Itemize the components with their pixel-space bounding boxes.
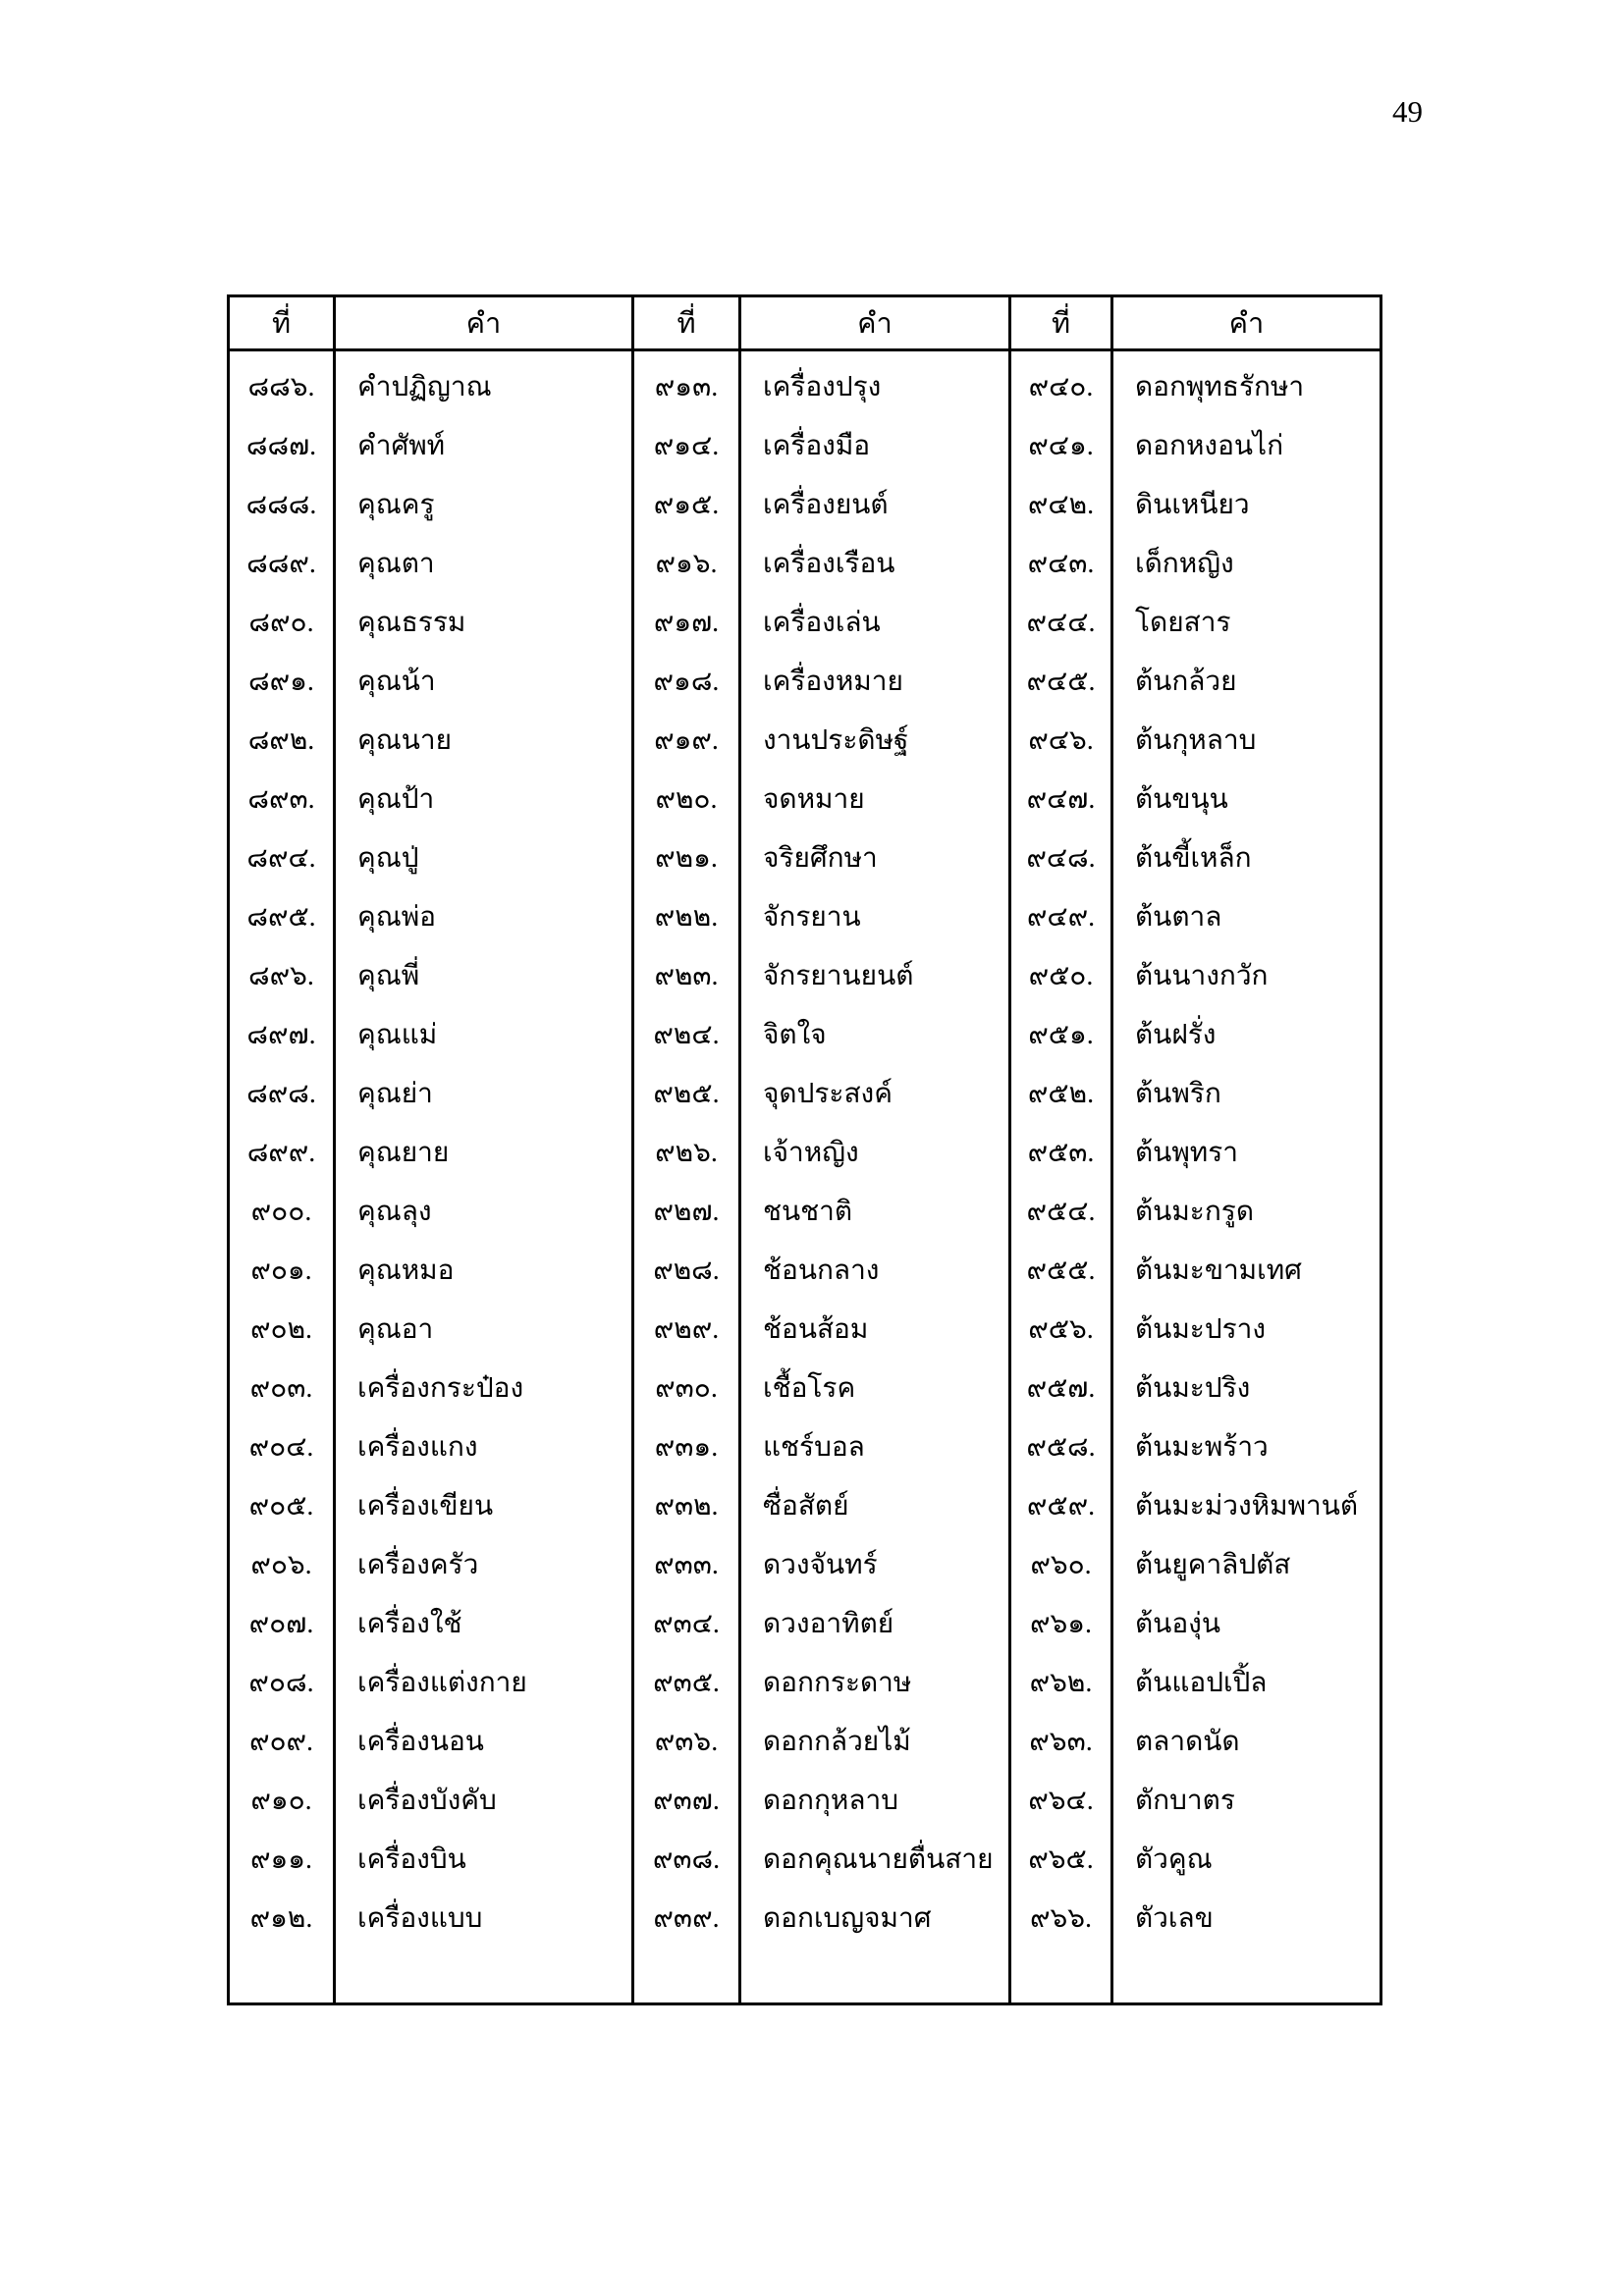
row-number: ๙๖๓. (1029, 1727, 1093, 1757)
row-word: ต้นฝรั่ง (1135, 1020, 1217, 1050)
row-number: ๙๒๖. (655, 1138, 718, 1168)
row-word: โดยสาร (1135, 608, 1231, 638)
row-number: ๙๒๕. (653, 1079, 720, 1109)
page-number: 49 (1392, 94, 1423, 129)
row-number: ๙๕๘. (1026, 1432, 1096, 1463)
row-word: เครื่องหมาย (763, 667, 903, 697)
row-word: จักรยาน (763, 902, 861, 933)
row-number: ๙๖๔. (1028, 1786, 1094, 1816)
row-word: ต้นแอปเปิ้ล (1135, 1668, 1268, 1698)
row-number: ๙๐๑. (250, 1255, 312, 1286)
row-number: ๘๘๖. (247, 372, 315, 402)
row-number: ๙๕๖. (1028, 1314, 1094, 1345)
row-word: เครื่องใช้ (357, 1609, 462, 1639)
row-word: เครื่องบิน (357, 1844, 466, 1875)
row-number: ๙๑๘. (653, 667, 720, 697)
row-word: ต้นมะกรูด (1135, 1197, 1254, 1227)
row-number: ๙๒๙. (653, 1314, 720, 1345)
row-number: ๙๔๖. (1028, 725, 1094, 756)
row-word: ดอกกระดาษ (763, 1668, 912, 1698)
row-word: ต้นมะปราง (1135, 1314, 1267, 1345)
row-number: ๙๓๗. (653, 1786, 720, 1816)
row-word: ดอกเบญจมาศ (763, 1903, 932, 1934)
row-word: ดินเหนียว (1135, 490, 1250, 520)
row-number: ๙๐๘. (248, 1668, 314, 1698)
row-number: ๙๑๖. (655, 549, 718, 579)
row-word: ดอกคุณนายตื่นสาย (763, 1844, 994, 1875)
row-number: ๙๑๒. (249, 1903, 313, 1934)
row-word: คุณครู (357, 490, 435, 520)
header-no-2: ที่ (634, 297, 741, 351)
row-number: ๙๓๖. (654, 1727, 719, 1757)
row-number: ๙๑๕. (653, 490, 720, 520)
row-word: เครื่องกระป๋อง (357, 1373, 524, 1404)
row-number: ๙๕๐. (1028, 961, 1094, 991)
row-word: เครื่องครัว (357, 1550, 479, 1580)
row-word: แชร์บอล (763, 1432, 865, 1463)
row-word: เครื่องมือ (763, 431, 871, 461)
row-number: ๙๓๒. (654, 1491, 719, 1522)
row-number: ๙๓๘. (652, 1844, 721, 1875)
number-column-1 (230, 351, 336, 2002)
row-word: คุณน้า (357, 667, 436, 697)
row-word: ดอกพุทธรักษา (1135, 372, 1305, 402)
row-number: ๙๒๔. (653, 1020, 720, 1050)
row-word: ดอกกุหลาบ (763, 1786, 899, 1816)
row-word: คุณพ่อ (357, 902, 436, 933)
row-word: ตลาดนัด (1135, 1727, 1240, 1757)
row-word: คุณปู่ (357, 843, 419, 874)
row-number: ๘๙๗. (246, 1020, 316, 1050)
row-word: ช้อนส้อม (763, 1314, 869, 1345)
row-number: ๙๒๗. (653, 1197, 720, 1227)
row-word: คุณหมอ (357, 1255, 455, 1286)
row-word: เชื้อโรค (763, 1373, 856, 1404)
row-number: ๙๔๕. (1026, 667, 1096, 697)
row-number: ๙๐๙. (248, 1727, 314, 1757)
row-word: ชนชาติ (763, 1197, 853, 1227)
row-word: ดอกกล้วยไม้ (763, 1727, 911, 1757)
row-number: ๘๙๐. (248, 608, 314, 638)
row-number: ๙๔๗. (1026, 784, 1096, 815)
row-word: เครื่องเขียน (357, 1491, 494, 1522)
row-word: จิตใจ (763, 1020, 827, 1050)
row-number: ๙๑๙. (654, 725, 719, 756)
header-word-1: คำ (336, 297, 634, 351)
row-number: ๙๖๖. (1029, 1903, 1093, 1934)
row-number: ๙๑๓. (654, 372, 719, 402)
row-number: ๙๓๑. (654, 1432, 719, 1463)
row-word: ต้นยูคาลิปตัส (1135, 1550, 1291, 1580)
row-number: ๙๒๐. (655, 784, 718, 815)
row-word: เครื่องแต่งกาย (357, 1668, 527, 1698)
row-word: คุณอา (357, 1314, 434, 1345)
row-word: ต้นตาล (1135, 902, 1222, 933)
row-number: ๙๕๓. (1027, 1138, 1095, 1168)
row-word: คุณย่า (357, 1079, 433, 1109)
word-column-1 (336, 351, 634, 2002)
header-no-3: ที่ (1011, 297, 1113, 351)
row-word: เจ้าหญิง (763, 1138, 859, 1168)
row-word: ตัวเลข (1135, 1903, 1214, 1934)
number-column-2 (634, 351, 741, 2002)
row-number: ๘๙๑. (248, 667, 314, 697)
row-number: ๙๔๒. (1027, 490, 1095, 520)
row-word: ดวงอาทิตย์ (763, 1609, 894, 1639)
row-number: ๘๙๙. (246, 1138, 316, 1168)
row-number: ๙๖๐. (1030, 1550, 1092, 1580)
row-number: ๙๔๑. (1028, 431, 1094, 461)
row-number: ๙๓๔. (653, 1609, 720, 1639)
row-number: ๙๑๗. (653, 608, 720, 638)
header-word-3: คำ (1113, 297, 1380, 351)
row-word: เด็กหญิง (1135, 549, 1234, 579)
row-word: จักรยานยนต์ (763, 961, 914, 991)
row-number: ๘๙๓. (247, 784, 315, 815)
row-number: ๙๖๕. (1028, 1844, 1094, 1875)
row-word: ต้นขนุน (1135, 784, 1228, 815)
row-number: ๙๔๐. (1028, 372, 1094, 402)
row-word: ดวงจันทร์ (763, 1550, 878, 1580)
row-word: คุณแม่ (357, 1020, 438, 1050)
row-number: ๙๖๒. (1029, 1668, 1093, 1698)
row-number: ๙๐๐. (250, 1197, 312, 1227)
row-word: ต้นมะม่วงหิมพานต์ (1135, 1491, 1359, 1522)
row-word: ต้นนางกวัก (1135, 961, 1269, 991)
row-number: ๙๕๗. (1026, 1373, 1096, 1404)
word-column-3 (1113, 351, 1380, 2002)
row-word: คุณตา (357, 549, 435, 579)
row-word: ต้นมะขามเทศ (1135, 1255, 1302, 1286)
header-word-2: คำ (741, 297, 1011, 351)
row-number: ๙๑๐. (250, 1786, 312, 1816)
row-word: คุณยาย (357, 1138, 450, 1168)
row-word: คำปฏิญาณ (357, 372, 492, 402)
row-number: ๙๐๕. (248, 1491, 314, 1522)
row-word: ช้อนกลาง (763, 1255, 880, 1286)
row-word: ซื่อสัตย์ (763, 1491, 849, 1522)
vocabulary-table (227, 294, 1382, 2005)
row-number: ๙๐๔. (248, 1432, 314, 1463)
row-number: ๙๒๑. (655, 843, 718, 874)
row-word: ต้นขี้เหล็ก (1135, 843, 1252, 874)
row-number: ๙๔๙. (1026, 902, 1096, 933)
row-number: ๙๕๒. (1027, 1079, 1095, 1109)
row-word: ต้นพุทรา (1135, 1138, 1238, 1168)
row-word: ต้นกล้วย (1135, 667, 1237, 697)
row-word: เครื่องปรุง (763, 372, 882, 402)
row-word: จดหมาย (763, 784, 865, 815)
row-number: ๙๓๕. (653, 1668, 720, 1698)
row-number: ๙๓๐. (655, 1373, 718, 1404)
row-word: คำศัพท์ (357, 431, 446, 461)
row-word: คุณป้า (357, 784, 435, 815)
row-word: คุณพี่ (357, 961, 420, 991)
row-number: ๘๘๘. (245, 490, 317, 520)
row-word: คุณธรรม (357, 608, 466, 638)
row-word: เครื่องบังคับ (357, 1786, 497, 1816)
row-number: ๙๒๒. (654, 902, 719, 933)
row-word: จริยศึกษา (763, 843, 878, 874)
row-word: เครื่องยนต์ (763, 490, 889, 520)
row-number: ๙๕๑. (1028, 1020, 1094, 1050)
row-number: ๙๓๓. (654, 1550, 719, 1580)
header-no-1: ที่ (230, 297, 336, 351)
row-word: ต้นกุหลาบ (1135, 725, 1257, 756)
row-number: ๙๐๒. (249, 1314, 313, 1345)
word-column-2 (741, 351, 1011, 2002)
row-number: ๘๙๒. (247, 725, 315, 756)
row-number: ๙๐๓. (249, 1373, 313, 1404)
row-word: เครื่องเรือน (763, 549, 895, 579)
row-number: ๙๔๔. (1026, 608, 1096, 638)
row-number: ๘๘๗. (245, 431, 317, 461)
row-word: ต้นพริก (1135, 1079, 1221, 1109)
row-number: ๙๕๔. (1026, 1197, 1096, 1227)
row-number: ๙๐๖. (250, 1550, 312, 1580)
row-number: ๙๓๙. (653, 1903, 720, 1934)
row-number: ๙๔๓. (1027, 549, 1095, 579)
row-word: ดอกหงอนไก่ (1135, 431, 1284, 461)
row-number: ๙๒๓. (654, 961, 719, 991)
row-number: ๙๒๘. (653, 1255, 720, 1286)
row-word: ตัวคูณ (1135, 1844, 1213, 1875)
row-number: ๘๙๘. (246, 1079, 316, 1109)
row-word: เครื่องนอน (357, 1727, 484, 1757)
row-word: ตักบาตร (1135, 1786, 1235, 1816)
number-column-3 (1011, 351, 1113, 2002)
row-number: ๙๐๗. (248, 1609, 314, 1639)
row-word: ต้นมะพร้าว (1135, 1432, 1269, 1463)
row-number: ๘๙๔. (246, 843, 316, 874)
row-word: ต้นมะปริง (1135, 1373, 1251, 1404)
row-number: ๘๘๙. (246, 549, 316, 579)
row-number: ๙๕๙. (1026, 1491, 1096, 1522)
row-word: เครื่องแกง (357, 1432, 478, 1463)
row-word: งานประดิษฐ์ (763, 725, 909, 756)
row-number: ๙๔๘. (1026, 843, 1096, 874)
row-number: ๙๑๑. (249, 1844, 313, 1875)
row-word: จุดประสงค์ (763, 1079, 893, 1109)
row-number: ๘๙๕. (246, 902, 316, 933)
row-word: เครื่องแบบ (357, 1903, 483, 1934)
row-number: ๙๕๕. (1026, 1255, 1096, 1286)
row-word: ต้นองุ่น (1135, 1609, 1220, 1639)
row-number: ๘๙๖. (248, 961, 314, 991)
row-word: คุณนาย (357, 725, 452, 756)
row-number: ๙๖๑. (1029, 1609, 1093, 1639)
row-number: ๙๑๔. (653, 431, 720, 461)
row-word: คุณลุง (357, 1197, 432, 1227)
row-word: เครื่องเล่น (763, 608, 881, 638)
